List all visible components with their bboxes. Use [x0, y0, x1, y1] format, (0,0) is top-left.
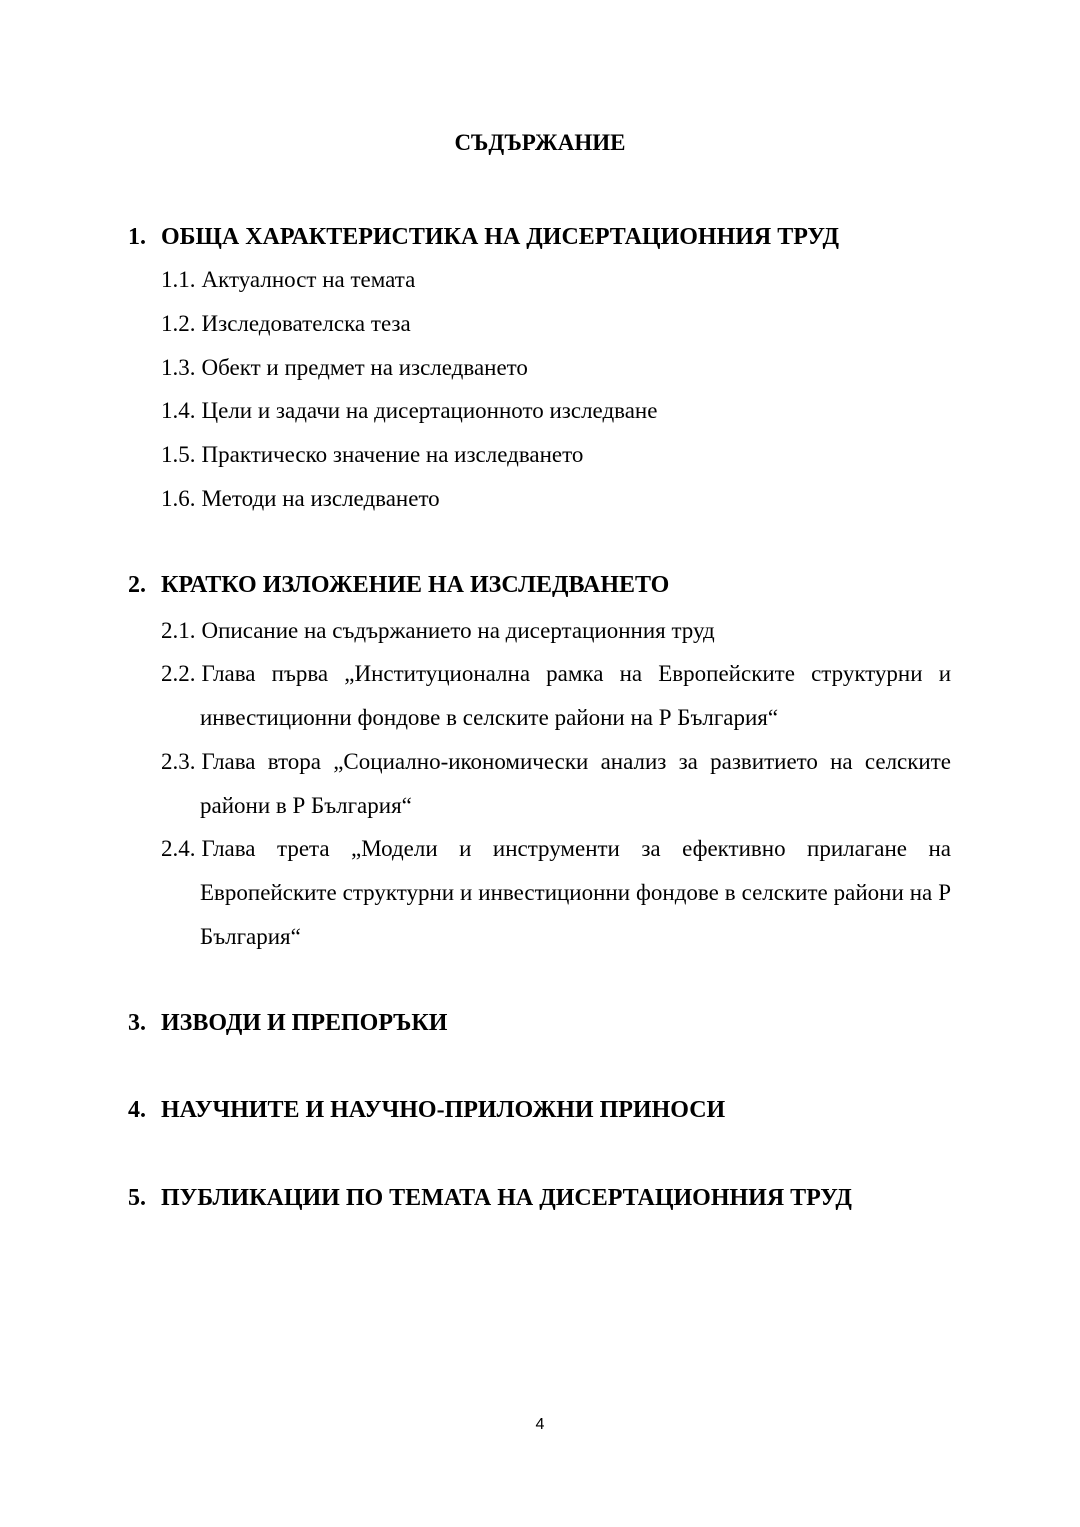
section-title: ОБЩА ХАРАКТЕРИСТИКА НА ДИСЕРТАЦИОННИЯ ТРУД	[161, 224, 840, 250]
item-text: Глава първа „Институционална рамка на Европейските структурни и инвестиционни фондове в селските райони на Р България“	[200, 661, 951, 730]
section-number: 2.	[128, 572, 146, 598]
item-number: 1.1.	[161, 267, 196, 292]
toc-item-1-6[interactable]	[161, 477, 951, 521]
item-number: 2.3.	[161, 749, 196, 774]
item-text: Глава трета „Модели и инструменти за ефективно прилагане на Европейските структурни и инвестиционни фондове в селските райони на Р България“	[200, 836, 951, 949]
section-number: 1.	[128, 224, 146, 250]
toc-item-1-2[interactable]	[161, 302, 951, 346]
toc-item-1-5[interactable]	[161, 433, 951, 477]
item-text: Описание на съдържанието на дисертационния труд	[201, 618, 715, 643]
item-number: 1.5.	[161, 442, 196, 467]
item-number: 1.2.	[161, 311, 196, 336]
toc-section-4[interactable]	[128, 1093, 725, 1127]
item-text: Цели и задачи на дисертационното изследване	[201, 398, 658, 423]
section-title: ПУБЛИКАЦИИ ПО ТЕМАТА НА ДИСЕРТАЦИОННИЯ ТРУД	[161, 1185, 852, 1211]
section-title: КРАТКО ИЗЛОЖЕНИЕ НА ИЗСЛЕДВАНЕТО	[161, 572, 670, 598]
item-number: 1.6.	[161, 486, 196, 511]
item-text: Изследователска теза	[201, 311, 411, 336]
item-text: Практическо значение на изследването	[201, 442, 584, 467]
page-number: 4	[535, 1416, 545, 1433]
toc-section-5[interactable]	[128, 1181, 852, 1215]
item-number: 2.1.	[161, 618, 196, 643]
item-number: 1.4.	[161, 398, 196, 423]
toc-item-2-3[interactable]	[161, 740, 951, 828]
item-text: Актуалност на темата	[201, 267, 416, 292]
section-number: 4.	[128, 1097, 146, 1123]
toc-item-1-4[interactable]	[161, 389, 951, 433]
toc-section-1[interactable]	[128, 220, 839, 254]
toc-section-3[interactable]	[128, 1006, 447, 1040]
item-number: 1.3.	[161, 355, 196, 380]
section-number: 3.	[128, 1010, 146, 1036]
item-number: 2.2.	[161, 661, 196, 686]
toc-item-1-1[interactable]	[161, 258, 951, 302]
toc-item-1-3[interactable]	[161, 346, 951, 390]
section-number: 5.	[128, 1185, 146, 1211]
toc-item-2-1[interactable]	[161, 609, 951, 653]
item-text: Глава втора „Социално-икономически анализ за развитието на селските райони в Р България“	[200, 749, 951, 818]
page-title: СЪДЪРЖАНИЕ	[454, 130, 626, 155]
toc-section-2[interactable]	[128, 568, 669, 602]
section-title: ИЗВОДИ И ПРЕПОРЪКИ	[161, 1010, 448, 1036]
section-title: НАУЧНИТЕ И НАУЧНО-ПРИЛОЖНИ ПРИНОСИ	[161, 1097, 726, 1123]
item-text: Обект и предмет на изследването	[201, 355, 528, 380]
toc-item-2-4[interactable]	[161, 827, 951, 959]
toc-item-2-2[interactable]	[161, 652, 951, 740]
item-number: 2.4.	[161, 836, 196, 861]
item-text: Методи на изследването	[201, 486, 440, 511]
